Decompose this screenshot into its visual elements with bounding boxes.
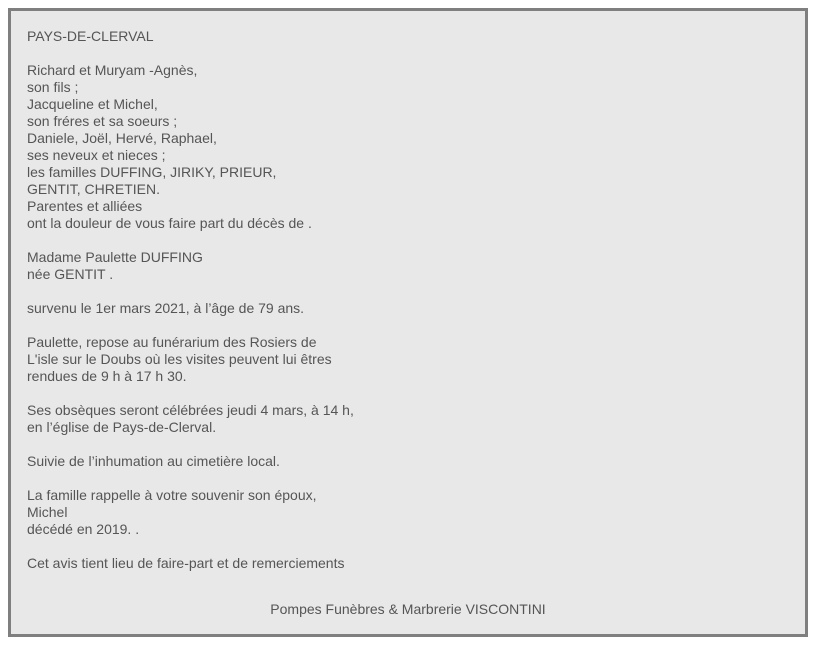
funeral-info bbox=[27, 402, 787, 436]
deceased-name bbox=[27, 249, 787, 283]
closing-line: Cet avis tient lieu de faire-part et de remerciements bbox=[27, 555, 345, 571]
rest-info bbox=[27, 334, 787, 385]
location-heading: PAYS-DE-CLERVAL bbox=[27, 28, 154, 44]
family-list bbox=[27, 62, 787, 232]
family-line: GENTIT, CHRETIEN. bbox=[27, 181, 161, 197]
funeral-home-footer: Pompes Funèbres & Marbrerie VISCONTINI bbox=[270, 601, 546, 617]
remembrance-line: décédé en 2019. . bbox=[27, 521, 140, 537]
closing-statement bbox=[27, 555, 787, 572]
obituary-notice bbox=[27, 28, 787, 589]
rest-line: L'isle sur le Doubs où les visites peuvent lui êtres bbox=[27, 351, 332, 367]
family-line: son fréres et sa soeurs ; bbox=[27, 113, 178, 129]
notice-frame bbox=[8, 8, 808, 637]
burial-info bbox=[27, 453, 787, 470]
death-date bbox=[27, 300, 787, 317]
remembrance-line: La famille rappelle à votre souvenir son époux, bbox=[27, 487, 317, 503]
family-line: ont la douleur de vous faire part du décès de . bbox=[27, 215, 312, 231]
family-line: Parentes et alliées bbox=[27, 198, 143, 214]
family-line: son fils ; bbox=[27, 79, 79, 95]
burial-line: Suivie de l’inhumation au cimetière local. bbox=[27, 453, 280, 469]
remembrance-line: Michel bbox=[27, 504, 68, 520]
remembrance-info bbox=[27, 487, 787, 538]
family-line: les familles DUFFING, JIRIKY, PRIEUR, bbox=[27, 164, 277, 180]
family-line: ses neveux et nieces ; bbox=[27, 147, 166, 163]
notice-location bbox=[27, 28, 787, 45]
rest-line: Paulette, repose au funérarium des Rosiers de bbox=[27, 334, 317, 350]
family-line: Daniele, Joël, Hervé, Raphael, bbox=[27, 130, 217, 146]
rest-line: rendues de 9 h à 17 h 30. bbox=[27, 368, 187, 384]
family-line: Richard et Muryam -Agnès, bbox=[27, 62, 198, 78]
funeral-line: Ses obsèques seront célébrées jeudi 4 mars, à 14 h, bbox=[27, 402, 354, 418]
deceased-line: Madame Paulette DUFFING bbox=[27, 249, 203, 265]
death-line: survenu le 1er mars 2021, à l’âge de 79 ans. bbox=[27, 300, 305, 316]
deceased-line: née GENTIT . bbox=[27, 266, 114, 282]
family-line: Jacqueline et Michel, bbox=[27, 96, 158, 112]
funeral-line: en l’église de Pays-de-Clerval. bbox=[27, 419, 217, 435]
